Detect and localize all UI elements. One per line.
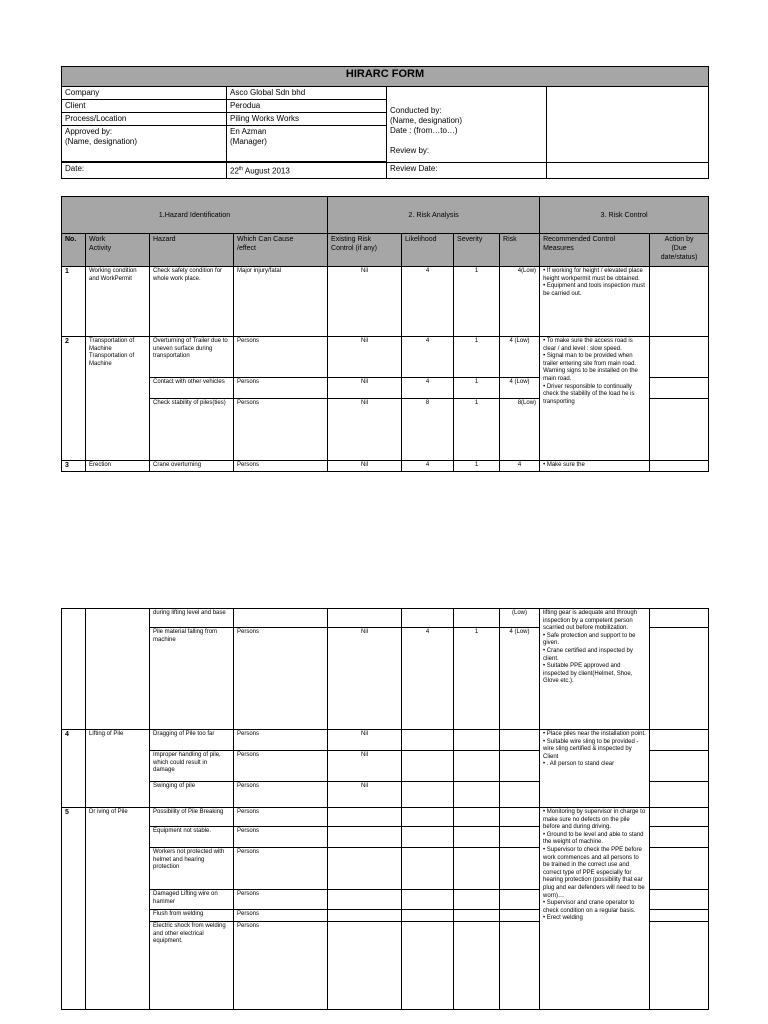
row-number: 4 <box>62 730 86 808</box>
action-by <box>650 890 709 910</box>
col-work-activity-l2: Activity <box>89 245 112 252</box>
row-number: 1 <box>62 267 86 337</box>
existing-control: Nil <box>328 267 402 337</box>
recommended-measures <box>540 730 650 808</box>
form-title: HIRARC FORM <box>62 67 709 87</box>
recommended-measures <box>540 267 650 337</box>
cause: Persons <box>234 461 328 472</box>
likelihood <box>402 808 454 827</box>
action-by <box>650 848 709 890</box>
hazard: Workers not protected with helmet and hearing protection <box>150 848 234 890</box>
hazard-table-page-1 <box>61 196 709 472</box>
measure-item: • Equipment and tools inspection must be carried out. <box>543 283 645 297</box>
existing-control: Nil <box>328 461 402 472</box>
measure-item: • Driver responsible to continually check the stability of the load he is transporting <box>543 383 635 405</box>
hazard: Electric shock from welding and other electrical equipment. <box>150 922 234 1010</box>
table-row <box>62 808 709 827</box>
col-cause <box>234 234 328 267</box>
hazard: Swinging of pile <box>150 782 234 808</box>
existing-control: Nil <box>328 399 402 461</box>
existing-control <box>328 848 402 890</box>
col-no: No. <box>62 234 86 267</box>
conducted-value-cell <box>547 87 709 163</box>
cause: Persons <box>234 808 328 827</box>
hazard: Check stability of piles(ties) <box>150 399 234 461</box>
col-existing-l1: Existing Risk <box>331 236 372 243</box>
col-cause-l2: /effect <box>237 245 256 252</box>
severity <box>454 922 500 1010</box>
col-action-by <box>650 234 709 267</box>
risk: 8(Low) <box>500 399 540 461</box>
likelihood: 4 <box>402 378 454 399</box>
existing-control: Nil <box>328 751 402 782</box>
action-by <box>650 782 709 808</box>
likelihood <box>402 922 454 1010</box>
likelihood: 4 <box>402 337 454 378</box>
risk: 4 (Low) <box>500 337 540 378</box>
date-month-year: August 2013 <box>243 166 290 176</box>
likelihood <box>402 782 454 808</box>
existing-control <box>328 827 402 848</box>
measure-item: • Ground to be level and able to stand the weight of machine. <box>543 831 644 846</box>
col-severity: Severity <box>454 234 500 267</box>
hazard: Dragging of Pile too far <box>150 730 234 751</box>
existing-control: Nil <box>328 628 402 730</box>
cause: Persons <box>234 848 328 890</box>
risk: (Low) <box>500 609 540 628</box>
conducted-cell <box>387 87 547 163</box>
risk <box>500 827 540 848</box>
cause: Persons <box>234 782 328 808</box>
action-by <box>650 267 709 337</box>
severity <box>454 751 500 782</box>
col-measures-l2: Measures <box>543 245 574 252</box>
existing-control: Nil <box>328 730 402 751</box>
company-label: Company <box>62 87 227 100</box>
table-row <box>62 730 709 751</box>
measure-item: • Safe protection and support to be given. <box>543 632 636 647</box>
hazard: Damaged Lifting wire on hammer <box>150 890 234 910</box>
cause: Persons <box>234 751 328 782</box>
hazard: Overturning of Trailer due to uneven surface during transportation <box>150 337 234 378</box>
cause: Persons <box>234 922 328 1010</box>
measure-item: • Signal man to be provided when trailer entering site from main road. <box>543 353 637 367</box>
risk <box>500 910 540 922</box>
measure-item: • Suitable PPE approved and inspected by client(Helmet, Shoe, Glove etc.). <box>543 663 633 685</box>
action-by <box>650 827 709 848</box>
date-day: 22 <box>230 166 239 176</box>
cause: Persons <box>234 890 328 910</box>
risk <box>500 890 540 910</box>
severity <box>454 609 500 628</box>
cause: Persons <box>234 378 328 399</box>
review-date-value <box>547 163 709 179</box>
existing-control <box>328 890 402 910</box>
review-date-label: Review Date: <box>387 163 547 179</box>
action-by <box>650 730 709 751</box>
row-number: 2 <box>62 337 86 461</box>
action-by <box>650 378 709 399</box>
likelihood: 4 <box>402 628 454 730</box>
likelihood <box>402 890 454 910</box>
row-number <box>62 609 86 730</box>
client-label: Client <box>62 100 227 113</box>
hazard-table-page-2 <box>61 608 709 1010</box>
approved-value <box>227 126 387 162</box>
work-activity: Working condition and WorkPermit <box>86 267 150 337</box>
risk: 4(Low) <box>500 267 540 337</box>
risk <box>500 751 540 782</box>
hazard: Equipment not stable. <box>150 827 234 848</box>
client-value: Perodua <box>227 100 387 113</box>
recommended-measures <box>540 609 650 730</box>
likelihood <box>402 827 454 848</box>
col-work-activity <box>86 234 150 267</box>
cause: Persons <box>234 730 328 751</box>
col-hazard: Hazard <box>150 234 234 267</box>
col-likelihood: Likelihood <box>402 234 454 267</box>
risk <box>500 848 540 890</box>
measure-item: • . All person to stand clear <box>543 761 615 768</box>
work-activity: Lifting of Pile <box>86 730 150 808</box>
risk: 4 <box>500 461 540 472</box>
risk: 4 (Low) <box>500 628 540 730</box>
measure-item: lifting gear is adequate and through inspection by a competent person scarried out before mobilization. <box>543 610 638 632</box>
date-value <box>227 163 387 179</box>
recommended-measures <box>540 337 650 461</box>
existing-control <box>328 609 402 628</box>
severity: 1 <box>454 628 500 730</box>
conducted-designation-label: (Name, designation) <box>390 116 463 125</box>
hazard: Possibility of Pile Breaking <box>150 808 234 827</box>
likelihood: 4 <box>402 461 454 472</box>
severity <box>454 827 500 848</box>
section-hazard-identification: 1.Hazard Identification <box>62 197 328 234</box>
date-suffix: th <box>238 166 244 172</box>
table-row <box>62 267 709 337</box>
date-label: Date: <box>62 163 227 179</box>
existing-control: Nil <box>328 337 402 378</box>
hazard: Improper handling of pile, which could result in damage <box>150 751 234 782</box>
severity <box>454 848 500 890</box>
measure-item: • To make sure the access road is clear / and level : slow speed. <box>543 338 633 352</box>
section-risk-analysis: 2. Risk Analysis <box>328 197 540 234</box>
cause: Major injury/fatal <box>234 267 328 337</box>
col-action-l2: (Due <box>671 245 687 252</box>
table-row <box>62 461 709 472</box>
conducted-label: Conducted by: <box>390 106 442 115</box>
measure-item: • Monitoring by supervisor in charge to make sure no defects on the pile before and during driving. <box>543 809 646 831</box>
existing-control: Nil <box>328 378 402 399</box>
severity: 1 <box>454 461 500 472</box>
col-risk: Risk <box>500 234 540 267</box>
measure-item: • Suitable wire sling to be provided - wire sling certified & inspected by Client <box>543 738 639 760</box>
hazard: during lifting level and base <box>150 609 234 628</box>
risk: 4 (Low) <box>500 378 540 399</box>
action-by <box>650 609 709 628</box>
work-activity: Transportation of Machine Transportation of Machine <box>86 337 150 461</box>
severity: 1 <box>454 337 500 378</box>
hazard: Contact with other vehicles <box>150 378 234 399</box>
severity <box>454 782 500 808</box>
measure-item: • Place piles near the installation point. <box>543 731 646 737</box>
action-by <box>650 751 709 782</box>
risk <box>500 782 540 808</box>
cause: Persons <box>234 827 328 848</box>
cause <box>234 609 328 628</box>
col-measures-l1: Recommended Control <box>543 236 616 243</box>
likelihood <box>402 848 454 890</box>
work-activity: Dr iving of Pile <box>86 808 150 1010</box>
table-row <box>62 609 709 628</box>
cause: Persons <box>234 910 328 922</box>
likelihood <box>402 730 454 751</box>
section-risk-control: 3. Risk Control <box>540 197 709 234</box>
col-recommended-measures <box>540 234 650 267</box>
process-label: Process/Location <box>62 113 227 126</box>
risk <box>500 922 540 1010</box>
severity: 1 <box>454 378 500 399</box>
approved-label-line2: (Name, designation) <box>65 137 138 146</box>
process-value: Piling Works Works <box>227 113 387 126</box>
recommended-measures: • Make sure the <box>540 461 650 472</box>
cause: Persons <box>234 628 328 730</box>
action-by <box>650 628 709 730</box>
severity <box>454 730 500 751</box>
col-action-l3: date/status) <box>660 254 698 261</box>
approved-designation: (Manager) <box>230 137 267 146</box>
col-cause-l1: Which Can Cause <box>237 236 294 243</box>
col-existing-control <box>328 234 402 267</box>
approved-label-line1: Approved by: <box>65 127 113 136</box>
action-by <box>650 910 709 922</box>
row-number: 5 <box>62 808 86 1010</box>
action-by <box>650 337 709 378</box>
measure-item: Warning signs to be installed on the main road. <box>543 368 638 382</box>
hazard: Check safety condition for whole work place. <box>150 267 234 337</box>
col-existing-l2: Control (if any) <box>331 245 377 252</box>
measure-item: • Supervisor and crane operator to check condition on a regular basis. <box>543 900 636 914</box>
col-work-activity-l1: Work <box>89 236 106 243</box>
measure-item: • Crane certified and inspected by client. <box>543 647 633 662</box>
col-action-l1: Action by <box>664 236 694 243</box>
row-number: 3 <box>62 461 86 472</box>
severity <box>454 890 500 910</box>
existing-control: Nil <box>328 782 402 808</box>
existing-control <box>328 808 402 827</box>
measure-item: • Erect welding <box>543 915 583 922</box>
likelihood: 8 <box>402 399 454 461</box>
action-by <box>650 922 709 1010</box>
cause: Persons <box>234 399 328 461</box>
work-activity <box>86 609 150 730</box>
likelihood: 4 <box>402 267 454 337</box>
severity <box>454 910 500 922</box>
likelihood <box>402 609 454 628</box>
approved-label <box>62 126 227 162</box>
approved-name: En Azman <box>230 127 267 136</box>
likelihood <box>402 751 454 782</box>
existing-control <box>328 922 402 1010</box>
likelihood <box>402 910 454 922</box>
conducted-date-label: Date : (from…to…) <box>390 126 458 135</box>
severity: 1 <box>454 399 500 461</box>
company-value: Asco Global Sdn bhd <box>227 87 387 100</box>
hazard: Pile material falling from machine <box>150 628 234 730</box>
action-by <box>650 399 709 461</box>
recommended-measures <box>540 808 650 1010</box>
cause: Persons <box>234 337 328 378</box>
work-activity: Erection <box>86 461 150 472</box>
review-by-label: Review by: <box>390 146 430 155</box>
risk <box>500 808 540 827</box>
table-row <box>62 337 709 378</box>
hirarc-info-table <box>61 66 709 179</box>
severity <box>454 808 500 827</box>
measure-item: • If working for height / elevated place height workpermit must be obtained. <box>543 268 643 282</box>
action-by <box>650 808 709 827</box>
action-by <box>650 461 709 472</box>
severity: 1 <box>454 267 500 337</box>
hazard: Crane overturning <box>150 461 234 472</box>
risk <box>500 730 540 751</box>
measure-item: • Supervisor to check the PPE before work commences and all persons to be trained in the correct use and correct type of PPE especially for hearing protection (possibility that ear plug and ear defenders will need to be worn)… <box>543 846 645 899</box>
existing-control <box>328 910 402 922</box>
hazard: Flush from welding <box>150 910 234 922</box>
